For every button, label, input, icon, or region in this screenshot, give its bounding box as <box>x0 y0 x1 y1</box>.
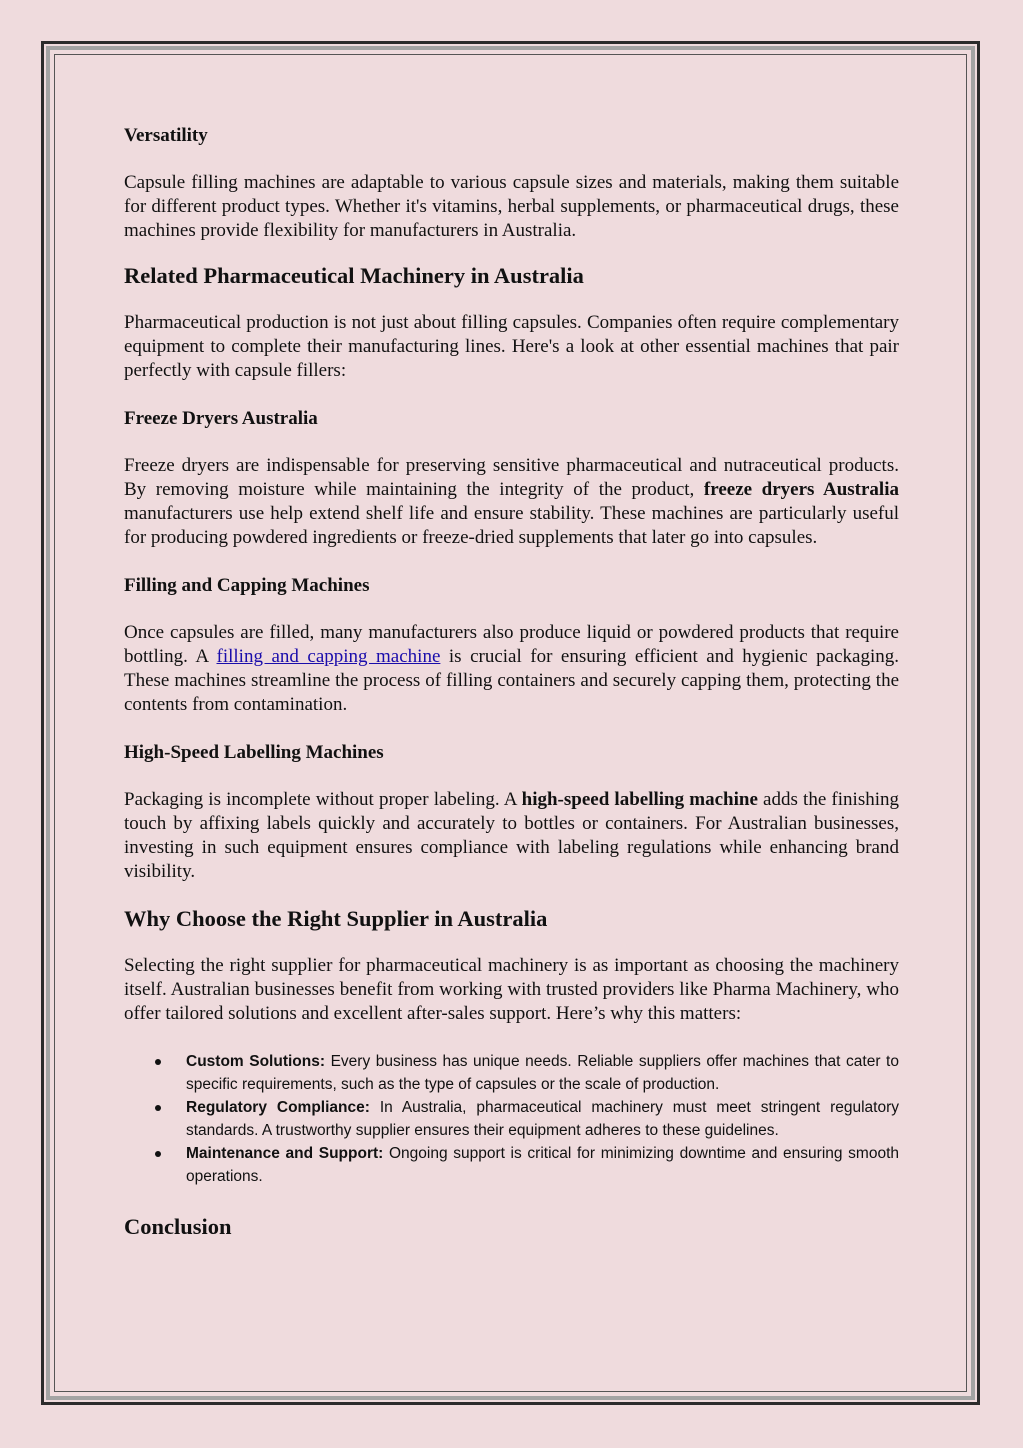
labelling-text-end: adds the finishing touch by affixing labels quickly and accurately to bottles or containers. For Australian businesses, investing in such equipment ensures compliance with labeling regulations while enhancing brand visibility. <box>124 789 899 882</box>
heading-related-machinery: Related Pharmaceutical Machinery in Australia <box>124 263 584 288</box>
filling-text-start: Once capsules are filled, many manufacturers also produce liquid or powdered products that require bottling. A <box>124 622 899 667</box>
paragraph-filling-capping <box>124 621 899 717</box>
freeze-text-start: Freeze dryers are indispensable for preserving sensitive pharmaceutical and nutraceutical products. By removing moisture while maintaining the integrity of the product, <box>124 455 899 500</box>
bullet-icon <box>155 1105 161 1111</box>
list-item <box>124 1142 899 1188</box>
paragraph-right-supplier: Selecting the right supplier for pharmaceutical machinery is as important as choosing the machinery itself. Australian businesses benefit from working with trusted providers like Pharma Machinery, who offer tailored solutions and excellent after-sales support. Here’s why this matters: <box>124 955 899 1024</box>
heading-labelling: High-Speed Labelling Machines <box>124 742 384 763</box>
list-item <box>124 1096 899 1142</box>
paragraph-labelling <box>124 788 899 884</box>
bullet-text: Ongoing support is critical for minimizing downtime and ensuring smooth operations. <box>186 1145 899 1185</box>
filling-text-end: is crucial for ensuring efficient and hygienic packaging. These machines streamline the process of filling containers and securely capping them, protecting the contents from contamination. <box>124 646 899 715</box>
bullet-icon <box>155 1151 161 1157</box>
bullet-icon <box>155 1059 161 1065</box>
freeze-text-end: manufacturers use help extend shelf life and ensure stability. These machines are particularly useful for producing powdered ingredients or freeze-dried supplements that later go into capsules. <box>124 503 899 548</box>
document-body <box>124 118 899 1242</box>
heading-freeze-dryers: Freeze Dryers Australia <box>124 408 318 429</box>
paragraph-freeze-dryers <box>124 454 899 550</box>
bullet-term: Maintenance and Support: <box>186 1145 384 1162</box>
filling-capping-link[interactable]: filling and capping machine <box>216 646 441 667</box>
bullet-text: In Australia, pharmaceutical machinery must meet stringent regulatory standards. A trustworthy supplier ensures their equipment adheres to these guidelines. <box>186 1099 899 1139</box>
bullet-term: Regulatory Compliance: <box>186 1099 370 1116</box>
list-item <box>124 1050 899 1096</box>
freeze-dryers-bold: freeze dryers Australia <box>703 479 899 500</box>
heading-versatility: Versatility <box>124 125 208 146</box>
paragraph-versatility: Capsule filling machines are adaptable to various capsule sizes and materials, making them suitable for different product types. Whether it's vitamins, herbal supplements, or pharmaceutical drugs, these machines provide flexibility for manufacturers in Australia. <box>124 172 899 241</box>
bullet-text: Every business has unique needs. Reliable suppliers offer machines that cater to specific requirements, such as the type of capsules or the scale of production. <box>186 1053 899 1093</box>
labelling-text-start: Packaging is incomplete without proper labeling. A <box>124 789 522 810</box>
paragraph-related-machinery: Pharmaceutical production is not just about filling capsules. Companies often require complementary equipment to complete their manufacturing lines. Here's a look at other essential machines that pair perfectly with capsule fillers: <box>124 312 899 381</box>
labelling-machine-bold: high-speed labelling machine <box>521 789 758 810</box>
heading-filling-capping: Filling and Capping Machines <box>124 575 370 596</box>
heading-conclusion: Conclusion <box>124 1214 232 1239</box>
supplier-benefits-list <box>124 1050 899 1188</box>
bullet-term: Custom Solutions: <box>186 1053 326 1070</box>
heading-right-supplier: Why Choose the Right Supplier in Australia <box>124 906 548 931</box>
